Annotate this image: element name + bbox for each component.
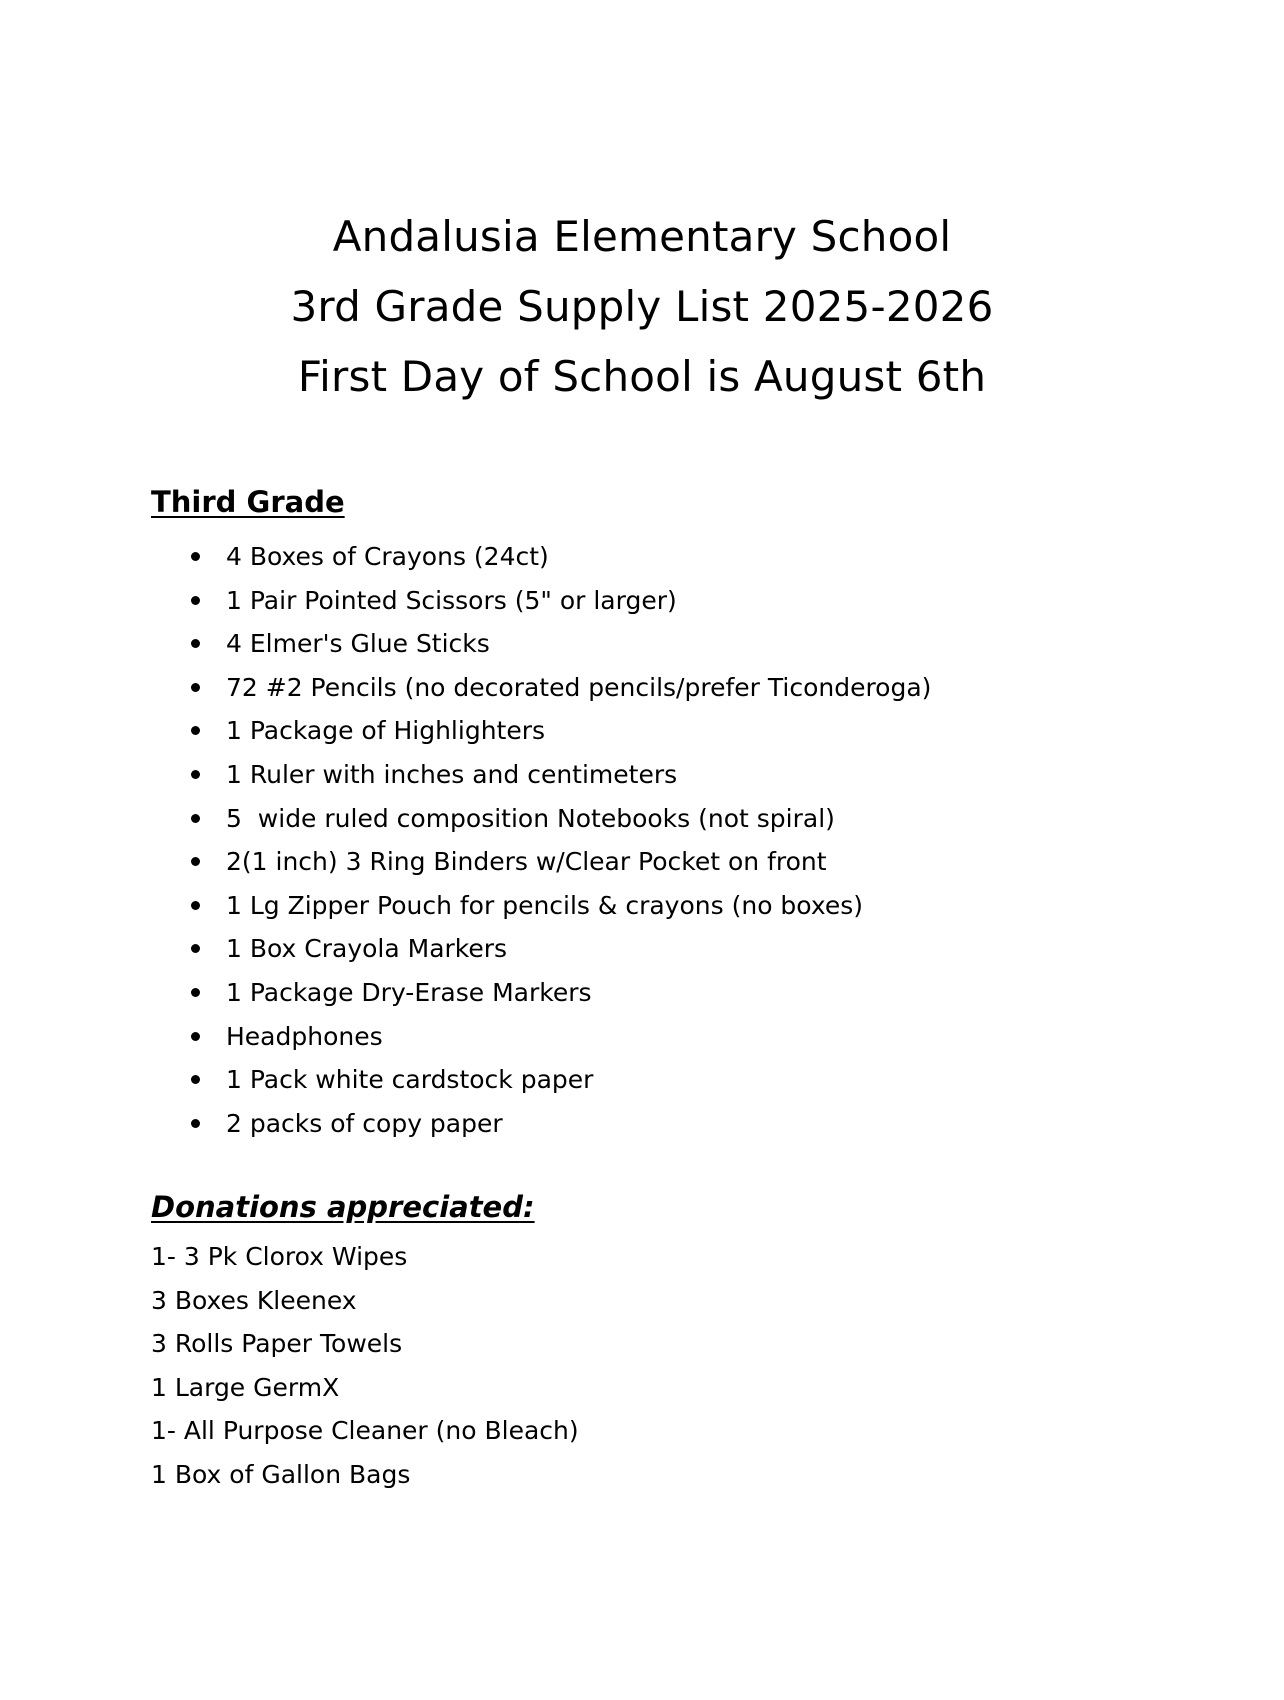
list-item-text: 5 wide ruled composition Notebooks (not spiral) bbox=[226, 803, 835, 833]
bullet-icon bbox=[191, 1119, 200, 1128]
document-header bbox=[0, 202, 1284, 412]
bullet-icon bbox=[191, 726, 200, 735]
bullet-icon bbox=[191, 683, 200, 692]
list-item-text: 2 packs of copy paper bbox=[226, 1108, 503, 1138]
school-name: Andalusia Elementary School bbox=[332, 212, 952, 261]
first-day-notice: First Day of School is August 6th bbox=[297, 352, 987, 401]
list-item-text: 1 Ruler with inches and centimeters bbox=[226, 759, 678, 789]
bullet-icon bbox=[191, 639, 200, 648]
list-item: 1 Large GermX bbox=[151, 1372, 340, 1402]
supply-list-title: 3rd Grade Supply List 2025-2026 bbox=[290, 282, 994, 331]
list-item-text: 1 Package Dry-Erase Markers bbox=[226, 977, 592, 1007]
list-item-text: 4 Boxes of Crayons (24ct) bbox=[226, 542, 549, 571]
list-item-text: 1 Pack white cardstock paper bbox=[226, 1065, 594, 1095]
list-item: 1 Box of Gallon Bags bbox=[151, 1459, 411, 1489]
bullet-icon bbox=[191, 1032, 200, 1041]
list-item-text: 72 #2 Pencils (no decorated pencils/prefer Ticonderoga) bbox=[226, 672, 932, 702]
donations-list bbox=[151, 1235, 579, 1497]
bullet-icon bbox=[191, 814, 200, 823]
bullet-icon bbox=[191, 988, 200, 997]
list-item-text: 1 Pair Pointed Scissors (5" or larger) bbox=[226, 585, 677, 615]
list-item-text: 1 Box Crayola Markers bbox=[226, 934, 508, 964]
bullet-icon bbox=[191, 552, 200, 561]
list-item-text: 2(1 inch) 3 Ring Binders w/Clear Pocket on front bbox=[226, 847, 827, 877]
list-item: 3 Rolls Paper Towels bbox=[151, 1329, 403, 1359]
list-item-text: 1 Lg Zipper Pouch for pencils & crayons (no boxes) bbox=[226, 890, 864, 920]
list-item-text: 4 Elmer's Glue Sticks bbox=[226, 629, 490, 659]
donations-heading: Donations appreciated: bbox=[151, 1190, 535, 1224]
list-item: 1- 3 Pk Clorox Wipes bbox=[151, 1242, 408, 1271]
third-grade-heading: Third Grade bbox=[151, 485, 345, 519]
list-item: 1- All Purpose Cleaner (no Bleach) bbox=[151, 1416, 579, 1446]
bullet-icon bbox=[191, 596, 200, 605]
list-item-text: 1 Package of Highlighters bbox=[226, 716, 546, 746]
bullet-icon bbox=[191, 1075, 200, 1084]
bullet-icon bbox=[191, 901, 200, 910]
bullet-icon bbox=[191, 770, 200, 779]
list-item-text: Headphones bbox=[226, 1021, 383, 1051]
list-item: 3 Boxes Kleenex bbox=[151, 1285, 357, 1315]
bullet-icon bbox=[191, 944, 200, 953]
bullet-icon bbox=[191, 857, 200, 866]
